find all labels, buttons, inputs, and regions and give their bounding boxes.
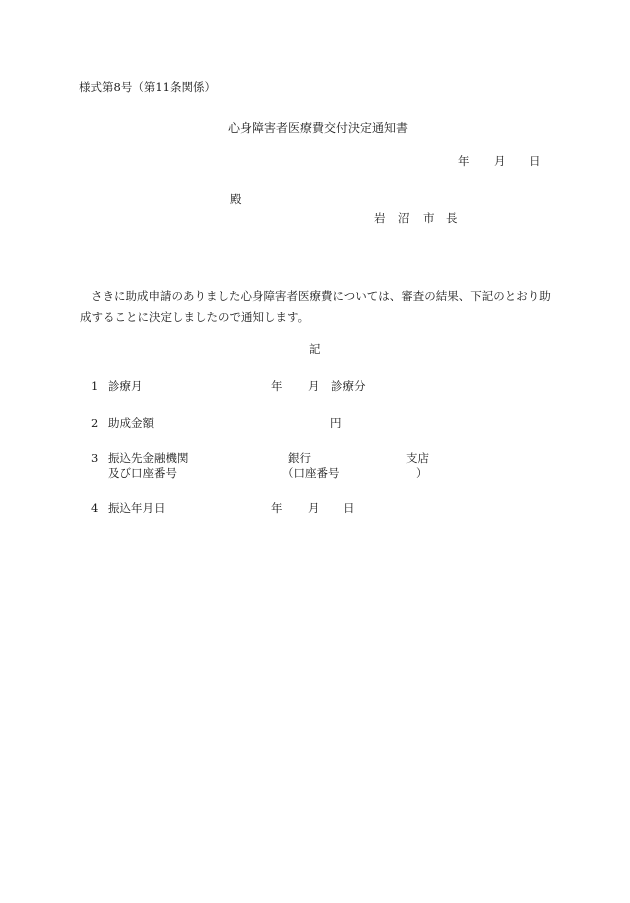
notice-body: さきに助成申請のありました心身障害者医療費については、審査の結果、下記のとおり助成することに決定しましたので通知します。 (80, 289, 551, 324)
item-3-branch: 支店 (406, 451, 429, 465)
item-3-number: 3 (91, 451, 99, 465)
item-2-unit: 円 (330, 416, 342, 430)
ki-heading: 記 (309, 342, 321, 356)
item-1-label: 診療月 (108, 379, 143, 393)
item-3-label-line1: 振込先金融機関 (108, 451, 189, 465)
item-2-label: 助成金額 (108, 416, 154, 430)
item-3-bank: 銀行 (288, 451, 311, 465)
issuer-char-2: 沼 (398, 211, 410, 225)
date-year: 年 (458, 154, 470, 168)
issuer-char-4: 長 (446, 211, 458, 225)
addressee-suffix: 殿 (230, 192, 242, 206)
item-1-month: 月 (308, 379, 320, 393)
item-4-day: 日 (343, 501, 355, 515)
item-3-account-open: （口座番号 (282, 466, 340, 480)
item-4-number: 4 (91, 501, 99, 515)
date-month: 月 (494, 154, 506, 168)
item-4-month: 月 (308, 501, 320, 515)
item-4-label: 振込年月日 (108, 501, 166, 515)
form-id: 様式第8号（第11条関係） (79, 80, 216, 94)
date-day: 日 (529, 154, 541, 168)
item-1-year: 年 (271, 379, 283, 393)
document-title: 心身障害者医療費交付決定通知書 (228, 121, 409, 135)
item-3-label-line2: 及び口座番号 (108, 466, 177, 480)
item-1-number: 1 (91, 379, 99, 393)
item-3-account-close: ） (416, 466, 428, 480)
item-2-number: 2 (91, 416, 99, 430)
item-4-year: 年 (271, 501, 283, 515)
issuer-char-3: 市 (423, 211, 435, 225)
issuer-char-1: 岩 (374, 211, 386, 225)
item-1-suffix: 診療分 (331, 379, 366, 393)
